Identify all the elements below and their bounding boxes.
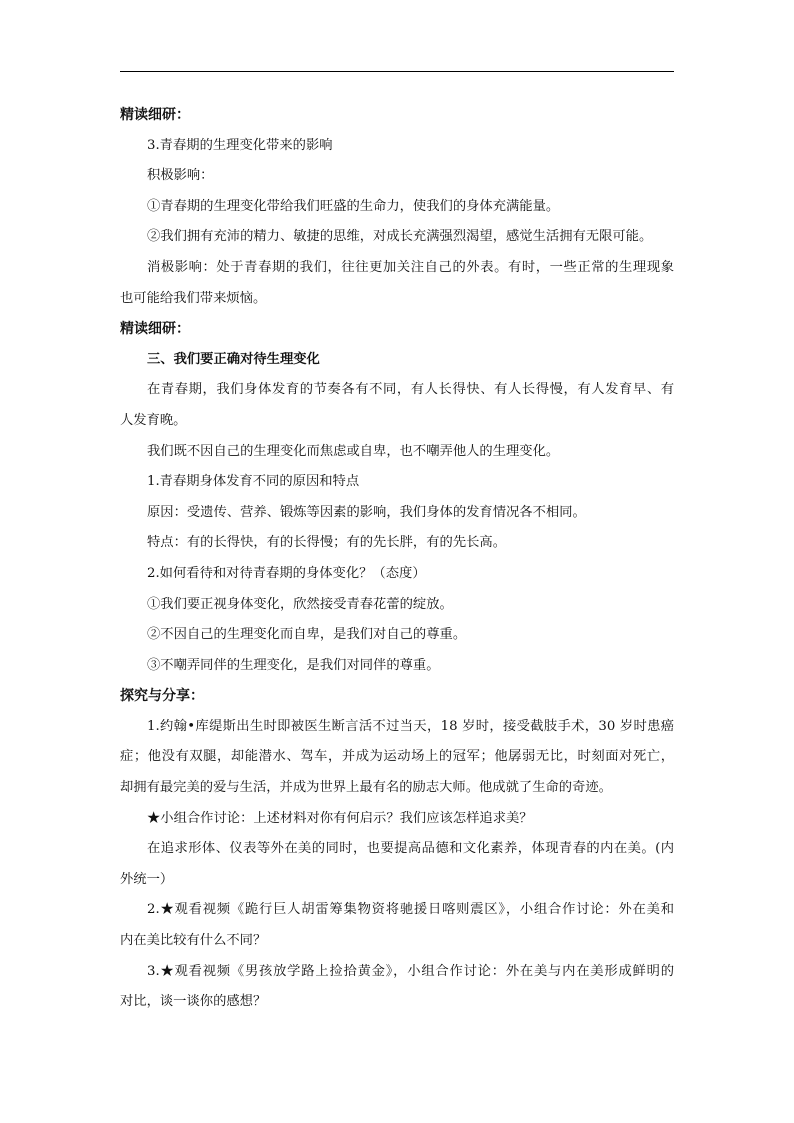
header-rule [120,71,674,72]
document-body [120,100,674,1018]
paragraph: 2.★观看视频《跪行巨人胡雷筹集物资将驰援日喀则震区》，小组合作讨论：外在美和 [147,902,674,918]
subsection-title: 2.如何看待和对待青春期的身体变化？（态度） [147,565,426,581]
paragraph: 在追求形体、仪表等外在美的同时，也要提高品德和文化素养，体现青春的内在美。(内 [147,841,674,857]
section-heading: 精读细研： [120,321,190,338]
paragraph: 1.约翰•库缇斯出生时即被医生断言活不过当天，18 岁时，接受截肢手术，30 岁时患癌 [147,718,674,734]
list-item: ③不嘲弄同伴的生理变化，是我们对同伴的尊重。 [147,657,440,673]
paragraph: 在青春期，我们身体发育的节奏各有不同，有人长得快、有人长得慢，有人发育早、有 [147,382,674,398]
list-item: ②不因自己的生理变化而自卑，是我们对自己的尊重。 [147,627,467,643]
paragraph: 3.★观看视频《男孩放学路上捡拾黄金》，小组合作讨论：外在美与内在美形成鲜明的 [147,963,674,979]
subsection-title: 3.青春期的生理变化带来的影响 [147,137,333,153]
discussion-prompt: ★小组合作讨论：上述材料对你有何启示？我们应该怎样追求美？ [147,810,533,826]
paragraph: 原因：受遗传、营养、锻炼等因素的影响，我们身体的发育情况各不相同。 [147,504,586,520]
subsection-title: 三、我们要正确对待生理变化 [147,351,320,367]
paragraph: ①青春期的生理变化带给我们旺盛的生命力，使我们的身体充满能量。 [147,198,560,214]
section-heading: 精读细研： [120,107,190,123]
paragraph: 消极影响：处于青春期的我们，往往更加关注自己的外表。有时，一些正常的生理现象 [147,259,674,275]
paragraph: 积极影响： [147,168,214,184]
paragraph: 特点：有的长得快，有的长得慢；有的先长胖，有的先长高。 [147,535,507,551]
paragraph-continuation: 却拥有最完美的爱与生活，并成为世界上最有名的励志大师。他成就了生命的奇迹。 [120,780,612,796]
paragraph: ②我们拥有充沛的精力、敏捷的思维，对成长充满强烈渴望，感觉生活拥有无限可能。 [147,229,653,245]
paragraph-continuation: 外统一） [120,871,174,887]
paragraph-continuation: 内在美比较有什么不同？ [120,933,267,949]
paragraph-continuation: 症；他没有双腿，却能潜水、驾车，并成为运动场上的冠军；他孱弱无比，时刻面对死亡， [120,749,674,765]
paragraph-continuation: 对比，谈一谈你的感想？ [120,994,267,1010]
section-heading: 探究与分享： [120,688,204,705]
paragraph: 我们既不因自己的生理变化而焦虑或自卑，也不嘲弄他人的生理变化。 [147,443,560,459]
subsection-title: 1.青春期身体发育不同的原因和特点 [147,474,360,490]
paragraph-continuation: 也可能给我们带来烦恼。 [120,290,267,306]
paragraph-continuation: 人发育晚。 [120,412,187,428]
list-item: ①我们要正视身体变化，欣然接受青春花蕾的绽放。 [147,596,453,612]
